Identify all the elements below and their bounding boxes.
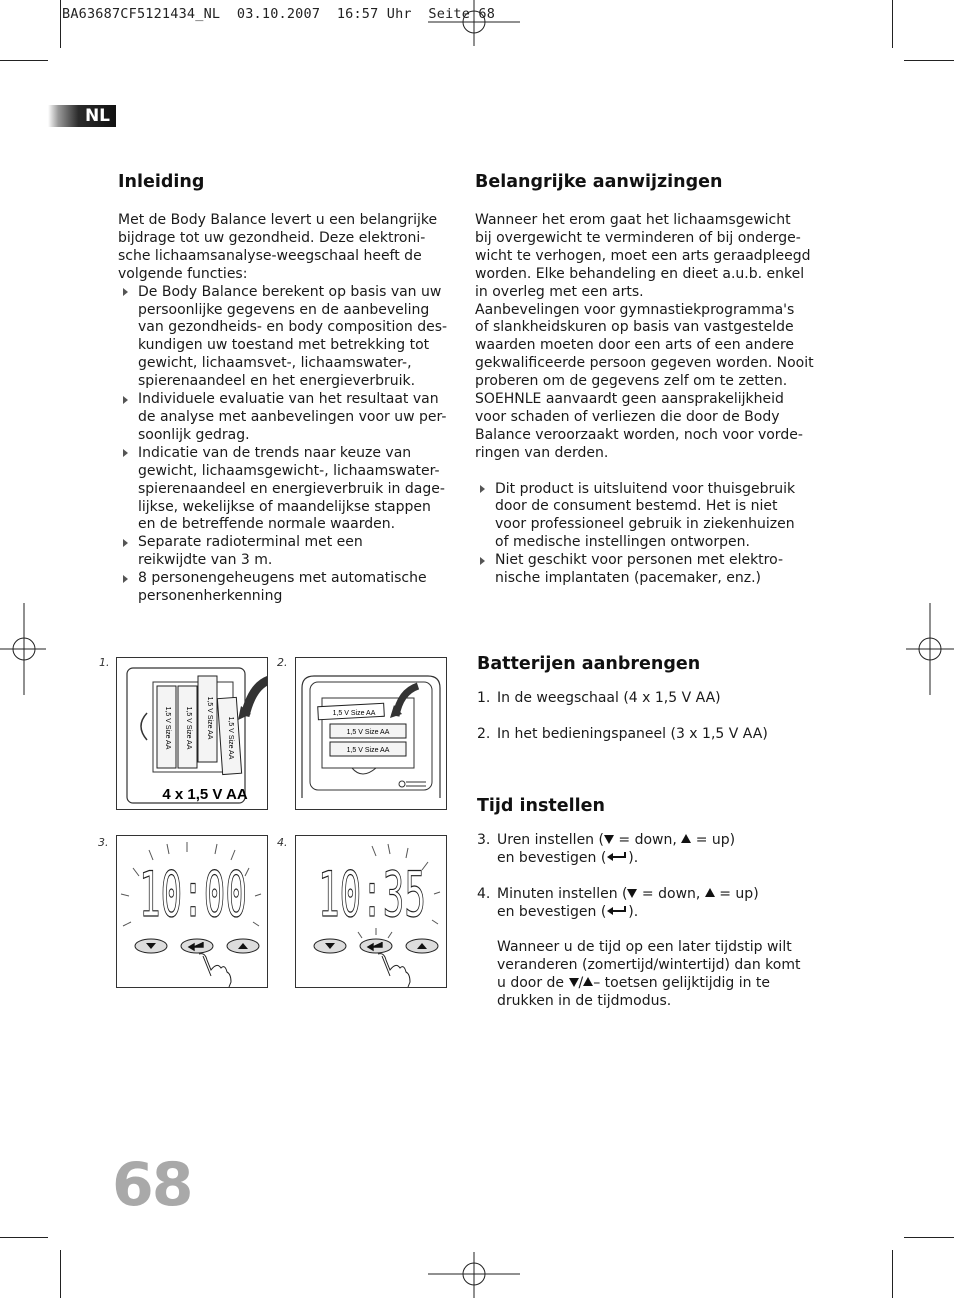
- list-item: Indicatie van de trends naar keuze van gewicht, lichaamsgewicht-, lichaamswater- spierenaandeel en energieverbruik in dage- lijkse, wekelijkse of maandelijkse stappen en de betreffende normale waarden.: [118, 445, 458, 535]
- down-arrow-icon: [604, 835, 614, 844]
- panel-battery-compartment: [296, 658, 446, 809]
- list-item: 2. In het bedieningspaneel (3 x 1,5 V AA): [477, 725, 768, 742]
- list-item: 3. Uren instellen ( = down, = up) en bevestigen ( ).: [477, 832, 736, 866]
- up-arrow-icon: [705, 888, 715, 897]
- figure-3-number: 3.: [98, 836, 109, 849]
- digital-time-display: 10:35: [318, 858, 426, 931]
- print-header: BA63687CF5121434_NL 03.10.2007 16:57 Uhr Seite 68: [62, 6, 496, 22]
- list-item: Niet geschikt voor personen met elektro- nische implantaten (pacemaker, enz.): [475, 552, 815, 588]
- control-buttons: [135, 939, 259, 953]
- battery-label: 1,5 V Size AA: [227, 716, 234, 760]
- enter-icon: [606, 905, 628, 917]
- list-item: De Body Balance berekent op basis van uw persoonlijke gegevens en de aanbeveling van gezondheids- en body composition des- kundigen uw toestand met betrekking tot gewicht, lichaamsvet-, lichaamswater-, spierenaandeel en het energieverbruik.: [118, 284, 458, 391]
- battery-label: 1,5 V Size AA: [332, 710, 376, 717]
- list-item: Separate radioterminal met een reikwijdte van 3 m.: [118, 534, 458, 570]
- down-arrow-icon: [569, 978, 579, 987]
- list-item: 8 personengeheugens met automatische personenherkenning: [118, 570, 458, 606]
- notes-title: Belangrijke aanwijzingen: [475, 172, 723, 192]
- time-section: [477, 796, 817, 1011]
- intro-title: Inleiding: [118, 172, 205, 192]
- finger-icon: [199, 954, 231, 987]
- figure-4-minute-display: [295, 835, 447, 988]
- control-buttons: [314, 939, 438, 953]
- notes-paragraph: Wanneer het erom gaat het lichaamsgewicht bij overgewicht te verminderen of bij onderge- wicht te verhogen, moet een arts geraadpleegd worden. Elke behandeling en dieet a.u.b. enkel in overleg met een arts. Aanbevelingen voor gymnastiekprogramma's of slankheidskuren op basis van vastgestelde waarden moeten door een arts of een andere gekwalificeerde persoon gegeven worden. Nooit proberen om de gegevens zelf om te zetten. SOEHNLE aanvaardt geen aansprakelijkheid voor schaden of verliezen die door de Body Balance veroorzaakt worden, noch voor vorde- ringen van derden.: [475, 212, 814, 461]
- page-number: 68: [112, 1150, 192, 1220]
- intro-bullet-list: [118, 284, 458, 606]
- figure-1-number: 1.: [99, 656, 110, 669]
- battery-label: 1,5 V Size AA: [185, 706, 192, 750]
- notes-bullet-list: [475, 481, 815, 588]
- digital-time-display: 10:00: [139, 858, 247, 931]
- figure-1-scale-batteries: [116, 657, 268, 810]
- figure-2-number: 2.: [277, 656, 288, 669]
- scale-battery-compartment: [117, 658, 267, 809]
- figure-3-hour-display: [116, 835, 268, 988]
- battery-label: 1,5 V Size AA: [206, 696, 213, 740]
- battery-label: 1,5 V Size AA: [164, 706, 171, 750]
- figure-4-number: 4.: [277, 836, 288, 849]
- batteries-section: [477, 654, 817, 744]
- list-item: Individuele evaluatie van het resultaat van de analyse met aanbevelingen voor uw per- soonlijk gedrag.: [118, 391, 458, 445]
- up-arrow-icon: [583, 977, 593, 986]
- battery-label: 1,5 V Size AA: [346, 747, 390, 754]
- notes-section: [475, 172, 815, 588]
- figure-1-caption: 4 x 1,5 V AA: [162, 786, 248, 803]
- figure-2-panel-batteries: [295, 657, 447, 810]
- language-tab: [48, 105, 116, 127]
- batteries-title: Batterijen aanbrengen: [477, 654, 701, 674]
- list-item: 4. Minuten instellen ( = down, = up) en bevestigen ( ). Wanneer u de tijd op een later tijdstip wilt veranderen (zomertijd/wintertijd) dan komt u door de / – toetsen gelijktijdig in te drukken in de tijdmodus.: [477, 886, 817, 1011]
- down-arrow-icon: [627, 889, 637, 898]
- intro-section: [118, 172, 458, 606]
- up-arrow-icon: [681, 834, 691, 843]
- list-item: 1. In de weegschaal (4 x 1,5 V AA): [477, 690, 721, 706]
- language-label: NL: [84, 106, 110, 126]
- finger-icon: [378, 954, 410, 987]
- time-note: Wanneer u de tijd op een later tijdstip wilt veranderen (zomertijd/wintertijd) dan komt u door de / – toetsen gelijktijdig in te drukken in de tijdmodus.: [497, 939, 801, 1010]
- intro-paragraph: Met de Body Balance levert u een belangrijke bijdrage tot uw gezondheid. Deze elektroni- sche lichaamsanalyse-weegschaal heeft de volgende functies:: [118, 212, 438, 282]
- time-title: Tijd instellen: [477, 796, 605, 816]
- enter-icon: [606, 851, 628, 863]
- list-item: Dit product is uitsluitend voor thuisgebruik door de consument bestemd. Het is niet voor professioneel gebruik in ziekenhuizen of medische instellingen ontworpen.: [475, 481, 815, 553]
- battery-label: 1,5 V Size AA: [346, 729, 390, 736]
